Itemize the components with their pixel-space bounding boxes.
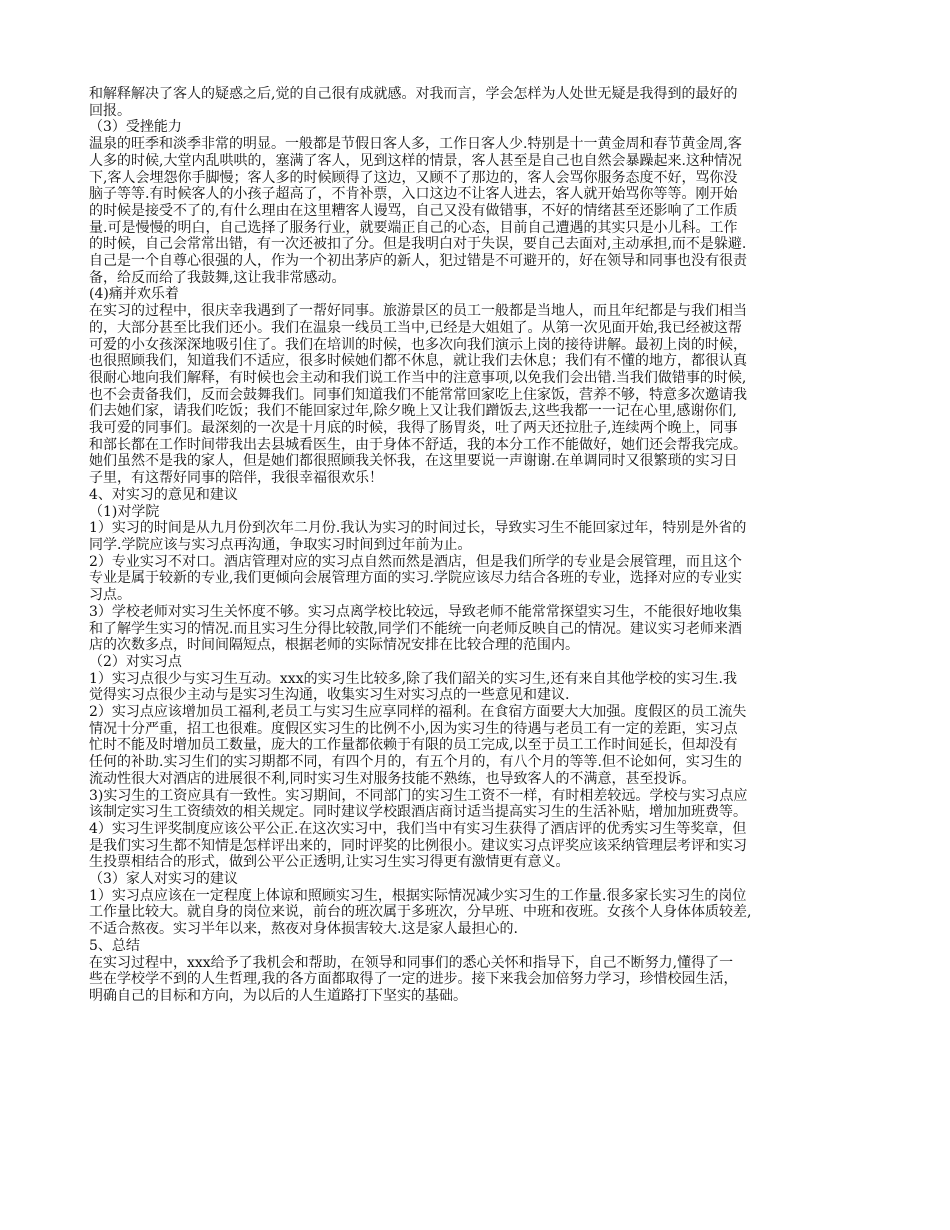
text-line: (4)痛并欢乐着 — [89, 286, 179, 303]
text-line: 可爱的小女孩深深地吸引住了。我们在培训的时候，也多次向我们演示上岗的接待讲解。最初上岗的时候， — [89, 336, 747, 353]
text-line: 人多的时候,大堂内乱哄哄的，塞满了客人，见到这样的情景，客人甚至是自己也自然会暴躁起来.这种情况 — [89, 152, 742, 169]
text-line: 也不会责备我们，反而会鼓舞我们。同事们知道我们不能常常回家吃上住家饭，营养不够，特意多次邀请我 — [89, 386, 747, 403]
text-line: 和部长都在工作时间带我出去县城看医生，由于身体不舒适，我的本分工作不能做好，她们还会帮我完成。 — [89, 436, 747, 453]
text-line: 些在学校学不到的人生哲理,我的各方面都取得了一定的进步。接下来我会加倍努力学习，珍惜校园生活， — [89, 971, 738, 988]
text-line: 5、总结 — [89, 937, 140, 954]
text-line: 1）实习的时间是从九月份到次年二月份.我认为实习的时间过长，导致实习生不能回家过年，特别是外省的 — [89, 520, 747, 537]
text-line: 觉得实习点很少主动与是实习生沟通，收集实习生对实习点的一些意见和建议. — [89, 687, 570, 704]
text-line: 忙时不能及时增加员工数量，庞大的工作量都依赖于有限的员工完成,以至于员工工作时间延长，但却没有 — [89, 737, 738, 754]
text-line: 脑子等等.有时候客人的小孩子超高了，不肯补票，入口这边不让客人进去，客人就开始骂你等等。刚开始 — [89, 186, 738, 203]
text-line: 备，给反而给了我鼓舞,这让我非常感动。 — [89, 269, 346, 286]
text-line: （1)对学院 — [89, 503, 160, 520]
text-line: 习点。 — [89, 587, 131, 604]
text-line: 回报。 — [89, 102, 131, 119]
text-line: 明确自己的目标和方向，为以后的人生道路打下坚实的基础。 — [89, 987, 467, 1004]
text-line: 和解释解决了客人的疑惑之后,觉的自己很有成就感。对我而言，学会怎样为人处世无疑是我得到的最好的 — [89, 86, 738, 102]
text-line: 2）实习点应该增加员工福利,老员工与实习生应享同样的福利。在食宿方面要大大加强。度假区的员工流失 — [89, 704, 747, 721]
text-line: 流动性很大对酒店的进展很不利,同时实习生对服务技能不熟练，也导致客人的不满意，甚至投诉。 — [89, 770, 696, 787]
text-line: 任何的补助.实习生们的实习期都不同，有四个月的，有五个月的，有八个月的等等.但不论如何，实习生的 — [89, 754, 742, 771]
text-line: 的，大部分甚至比我们还小。我们在温泉一线员工当中,已经是大姐姐了。从第一次见面开始,我已经被这帮 — [89, 319, 742, 336]
text-line: 3）学校老师对实习生关怀度不够。实习点离学校比较远，导致老师不能常常探望实习生，不能很好地收集 — [89, 603, 742, 620]
text-line: 的时候是接受不了的,有什么理由在这里糟客人谩骂，自己又没有做错事，不好的情绪甚至还影响了工作质 — [89, 202, 738, 219]
text-line: 情况十分严重，招工也很难。度假区实习生的比例不小,因为实习生的待遇与老员工有一定的差距，实习点 — [89, 720, 738, 737]
body-text — [89, 86, 862, 1005]
text-line: （2）对实习点 — [89, 653, 182, 670]
text-line: 也很照顾我们，知道我们不适应，很多时候她们都不休息，就让我们去休息；我们有不懂的地方，都很认真 — [89, 353, 747, 370]
text-line: 4）实习生评奖制度应该公平公正.在这次实习中，我们当中有实习生获得了酒店评的优秀实习生等奖章，但 — [89, 820, 747, 837]
text-line: 3)实习生的工资应具有一致性。实习期间，不同部门的实习生工资不一样，有时相差较远。学校与实习点应 — [89, 787, 748, 804]
text-line: 不适合熬夜。实习半年以来，熬夜对身体损害较大.这是家人最担心的. — [89, 921, 518, 938]
text-line: 店的次数多点，时间间隔短点，根据老师的实际情况安排在比较合理的范围内。 — [89, 637, 579, 654]
text-line: 们去她们家，请我们吃饭；我们不能回家过年,除夕晚上又让我们蹭饭去,这些我都一一记在心里,感谢你们, — [89, 403, 737, 420]
text-line: 生投票相结合的形式，做到公平公正透明,让实习生实习得更有激情更有意义。 — [89, 854, 570, 871]
text-line: （3）受挫能力 — [89, 119, 182, 136]
text-line: 是我们实习生都不知情是怎样评出来的，同时评奖的比例很小。建议实习点评奖应该采纳管理层考评和实习 — [89, 837, 747, 854]
text-line: 工作量比较大。就自身的岗位来说，前台的班次属于多班次，分早班、中班和夜班。女孩个人身体体质较差, — [89, 904, 752, 921]
text-line: （3）家人对实习的建议 — [89, 871, 238, 888]
text-line: 我可爱的同事们。最深刻的一次是十月底的时候，我得了肠胃炎，吐了两天还拉肚子,连续两个晚上，同事 — [89, 420, 738, 437]
text-line: 量.可是慢慢的明白，自己选择了服务行业，就要端正自己的心态，目前自己遭遇的其实只是小儿科。工作 — [89, 219, 738, 236]
text-line: 该制定实习生工资绩效的相关规定。同时建议学校跟酒店商讨适当提高实习生的生活补贴，增加加班费等。 — [89, 804, 747, 821]
text-line: 自己是一个自尊心很强的人，作为一个初出茅庐的新人，犯过错是不可避开的，好在领导和同事也没有很责 — [89, 253, 747, 270]
text-line: 1）实习点很少与实习生互动。xxx的实习生比较多,除了我们韶关的实习生,还有来自其他学校的实习生.我 — [89, 670, 737, 687]
text-line: 很耐心地向我们解释，有时候也会主动和我们说工作当中的注意事项,以免我们会出错.当我们做错事的时候, — [89, 369, 747, 386]
text-line: 2）专业实习不对口。酒店管理对应的实习点自然而然是酒店，但是我们所学的专业是会展管理，而且这个 — [89, 553, 742, 570]
text-line: 和了解学生实习的情况.而且实习生分得比较散,同学们不能统一向老师反映自己的情况。建议实习老师来酒 — [89, 620, 742, 637]
text-line: 她们虽然不是我的家人，但是她们都很照顾我关怀我，在这里要说一声谢谢.在单调同时又很繁琐的实习日 — [89, 453, 738, 470]
text-line: 4、对实习的意见和建议 — [89, 486, 238, 503]
text-line: 在实习的过程中，很庆幸我遇到了一帮好同事。旅游景区的员工一般都是当地人，而且年纪都是与我们相当 — [89, 303, 747, 320]
text-line: 在实习过程中，xxx给予了我机会和帮助，在领导和同事们的悉心关怀和指导下，自己不断努力,懂得了一 — [89, 954, 734, 971]
text-line: 1）实习点应该在一定程度上体谅和照顾实习生，根据实际情况减少实习生的工作量.很多家长实习生的岗位 — [89, 887, 747, 904]
text-line: 下,客人会埋怨你手脚慢；客人多的时候顾得了这边，又顾不了那边的，客人会骂你服务态度不好，骂你没 — [89, 169, 738, 186]
text-line: 专业是属于较新的专业,我们更倾向会展管理方面的实习.学院应该尽力结合各班的专业，选择对应的专业实 — [89, 570, 742, 587]
text-line: 同学.学院应该与实习点再沟通，争取实习时间到过年前为止。 — [89, 536, 472, 553]
text-line: 的时候，自己会常常出错，有一次还被扣了分。但是我明白对于失误，要自己去面对,主动承担,而不是躲避. — [89, 236, 747, 253]
text-line: 子里，有这帮好同事的陪伴，我很幸福很欢乐！ — [89, 470, 383, 487]
text-line: 温泉的旺季和淡季非常的明显。一般都是节假日客人多，工作日客人少.特别是十一黄金周和春节黄金周,客 — [89, 136, 742, 153]
